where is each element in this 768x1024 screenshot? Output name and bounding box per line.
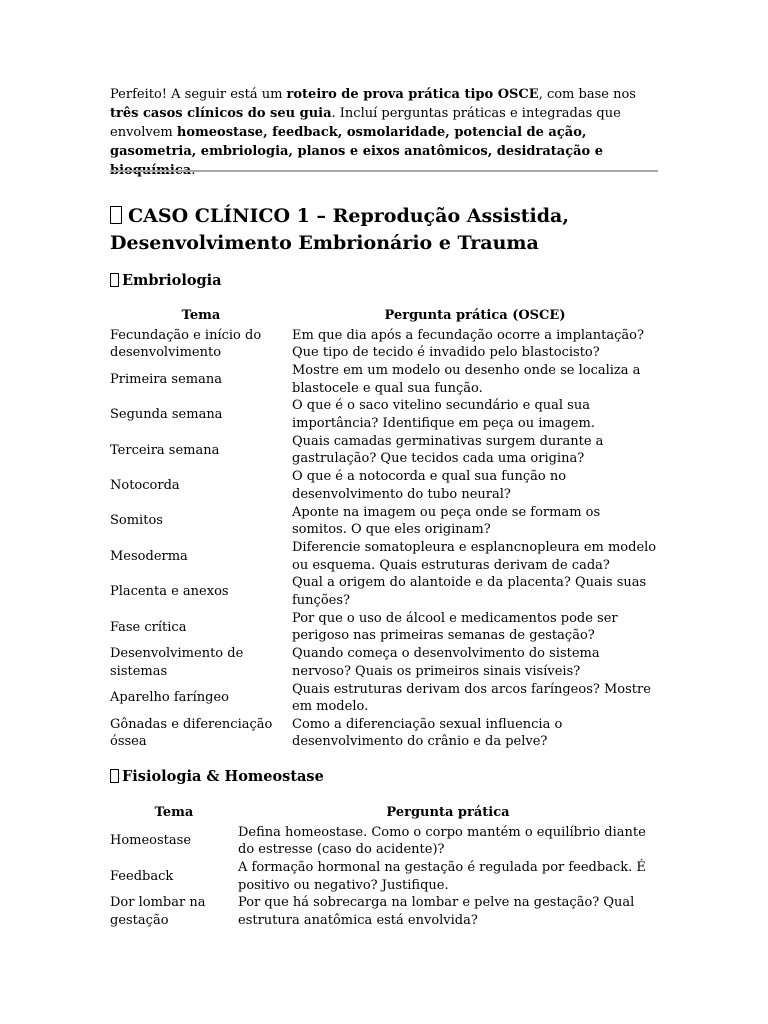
table-row bbox=[110, 894, 658, 929]
table-header-question: Pergunta prática (OSCE) bbox=[384, 308, 566, 323]
table-row bbox=[110, 824, 658, 859]
row-question: Por que há sobrecarga na lombar e pelve na gestação? Qual estrutura anatômica está envolvida? bbox=[238, 895, 635, 928]
table-row bbox=[110, 680, 658, 715]
intro-bold-2: três casos clínicos do seu guia bbox=[110, 106, 332, 121]
row-topic: Dor lombar na gestação bbox=[110, 895, 206, 928]
row-question: Em que dia após a fecundação ocorre a implantação? Que tipo de tecido é invadido pelo blastocisto? bbox=[292, 327, 644, 361]
missing-glyph-icon bbox=[110, 273, 119, 287]
row-question: Por que o uso de álcool e medicamentos pode ser perigoso nas primeiras semanas de gestação? bbox=[292, 610, 618, 644]
row-topic: Gônadas e diferenciação óssea bbox=[110, 716, 273, 750]
row-question: Quais estruturas derivam dos arcos faríngeos? Mostre em modelo. bbox=[292, 681, 651, 715]
row-topic: Mesoderma bbox=[110, 548, 188, 564]
row-question: Quando começa o desenvolvimento do sistema nervoso? Quais os primeiros sinais visíveis? bbox=[292, 646, 600, 679]
row-topic: Feedback bbox=[110, 868, 174, 884]
table-row bbox=[110, 327, 658, 362]
intro-bold-3: homeostase, feedback, osmolaridade, potencial de ação, gasometria, embriologia, planos e eixos anatômicos, desidratação e bioquímica bbox=[110, 125, 604, 178]
row-topic: Aparelho faríngeo bbox=[110, 690, 230, 706]
row-topic: Fecundação e início do desenvolvimento bbox=[110, 327, 262, 361]
table-header-topic: Tema bbox=[154, 805, 194, 820]
table-row bbox=[110, 539, 658, 574]
row-question: Defina homeostase. Como o corpo mantém o equilíbrio diante do estresse (caso do acidente)? bbox=[238, 824, 646, 858]
row-question: A formação hormonal na gestação é regulada por feedback. É positivo ou negativo? Justifique. bbox=[238, 860, 646, 893]
table-header-topic: Tema bbox=[181, 308, 221, 323]
table-row bbox=[110, 859, 658, 894]
section-title-embriologia bbox=[110, 271, 222, 291]
row-topic: Placenta e anexos bbox=[110, 584, 229, 600]
row-question: Como a diferenciação sexual influencia o desenvolvimento do crânio e da pelve? bbox=[292, 716, 563, 750]
row-question: Mostre em um modelo ou desenho onde se localiza a blastocele e qual sua função. bbox=[292, 363, 641, 396]
case-title bbox=[110, 203, 658, 257]
table-row bbox=[110, 574, 658, 609]
row-topic: Fase crítica bbox=[110, 619, 187, 635]
intro-paragraph bbox=[110, 85, 658, 180]
table-row bbox=[110, 503, 658, 538]
table-row bbox=[110, 468, 658, 503]
row-question: O que é a notocorda e qual sua função no desenvolvimento do tubo neural? bbox=[292, 469, 567, 502]
row-question: O que é o saco vitelino secundário e qual sua importância? Identifique em peça ou imagem. bbox=[292, 398, 595, 431]
row-question: Aponte na imagem ou peça onde se formam os somitos. O que eles originam? bbox=[292, 504, 601, 538]
section-title-text: Fisiologia & Homeostase bbox=[122, 768, 324, 785]
intro-text-2: , com base nos bbox=[538, 87, 636, 102]
row-topic: Segunda semana bbox=[110, 407, 223, 423]
row-question: Qual a origem do alantoide e da placenta? Quais suas funções? bbox=[292, 575, 647, 608]
fisiologia-table bbox=[110, 804, 658, 930]
row-topic: Primeira semana bbox=[110, 371, 222, 387]
row-topic: Somitos bbox=[110, 513, 163, 529]
horizontal-divider bbox=[110, 170, 658, 172]
table-row bbox=[110, 433, 658, 468]
intro-bold-1: roteiro de prova prática tipo OSCE bbox=[286, 87, 539, 102]
missing-glyph-icon bbox=[110, 206, 122, 224]
row-topic: Homeostase bbox=[110, 833, 192, 849]
embriologia-table bbox=[110, 307, 658, 751]
table-row bbox=[110, 362, 658, 397]
table-header-question: Pergunta prática bbox=[386, 805, 510, 820]
case-title-text: CASO CLÍNICO 1 – Reprodução Assistida, Desenvolvimento Embrionário e Trauma bbox=[110, 205, 569, 254]
row-topic: Desenvolvimento de sistemas bbox=[110, 646, 244, 679]
intro-text-4: . bbox=[191, 163, 196, 178]
table-row bbox=[110, 645, 658, 680]
table-row bbox=[110, 716, 658, 751]
intro-text-1: Perfeito! A seguir está um bbox=[110, 87, 287, 102]
row-question: Quais camadas germinativas surgem durante a gastrulação? Que tecidos cada uma origina? bbox=[292, 433, 604, 467]
row-topic: Notocorda bbox=[110, 478, 180, 493]
section-title-fisiologia bbox=[110, 767, 324, 787]
row-question: Diferencie somatopleura e esplancnopleura em modelo ou esquema. Quais estruturas derivam de cada? bbox=[292, 540, 657, 573]
intro-text-3: . Incluí perguntas práticas e integradas que envolvem bbox=[110, 106, 621, 140]
table-row bbox=[110, 610, 658, 645]
row-topic: Terceira semana bbox=[110, 442, 220, 458]
table-row bbox=[110, 397, 658, 432]
missing-glyph-icon bbox=[110, 769, 119, 783]
section-title-text: Embriologia bbox=[122, 272, 222, 289]
